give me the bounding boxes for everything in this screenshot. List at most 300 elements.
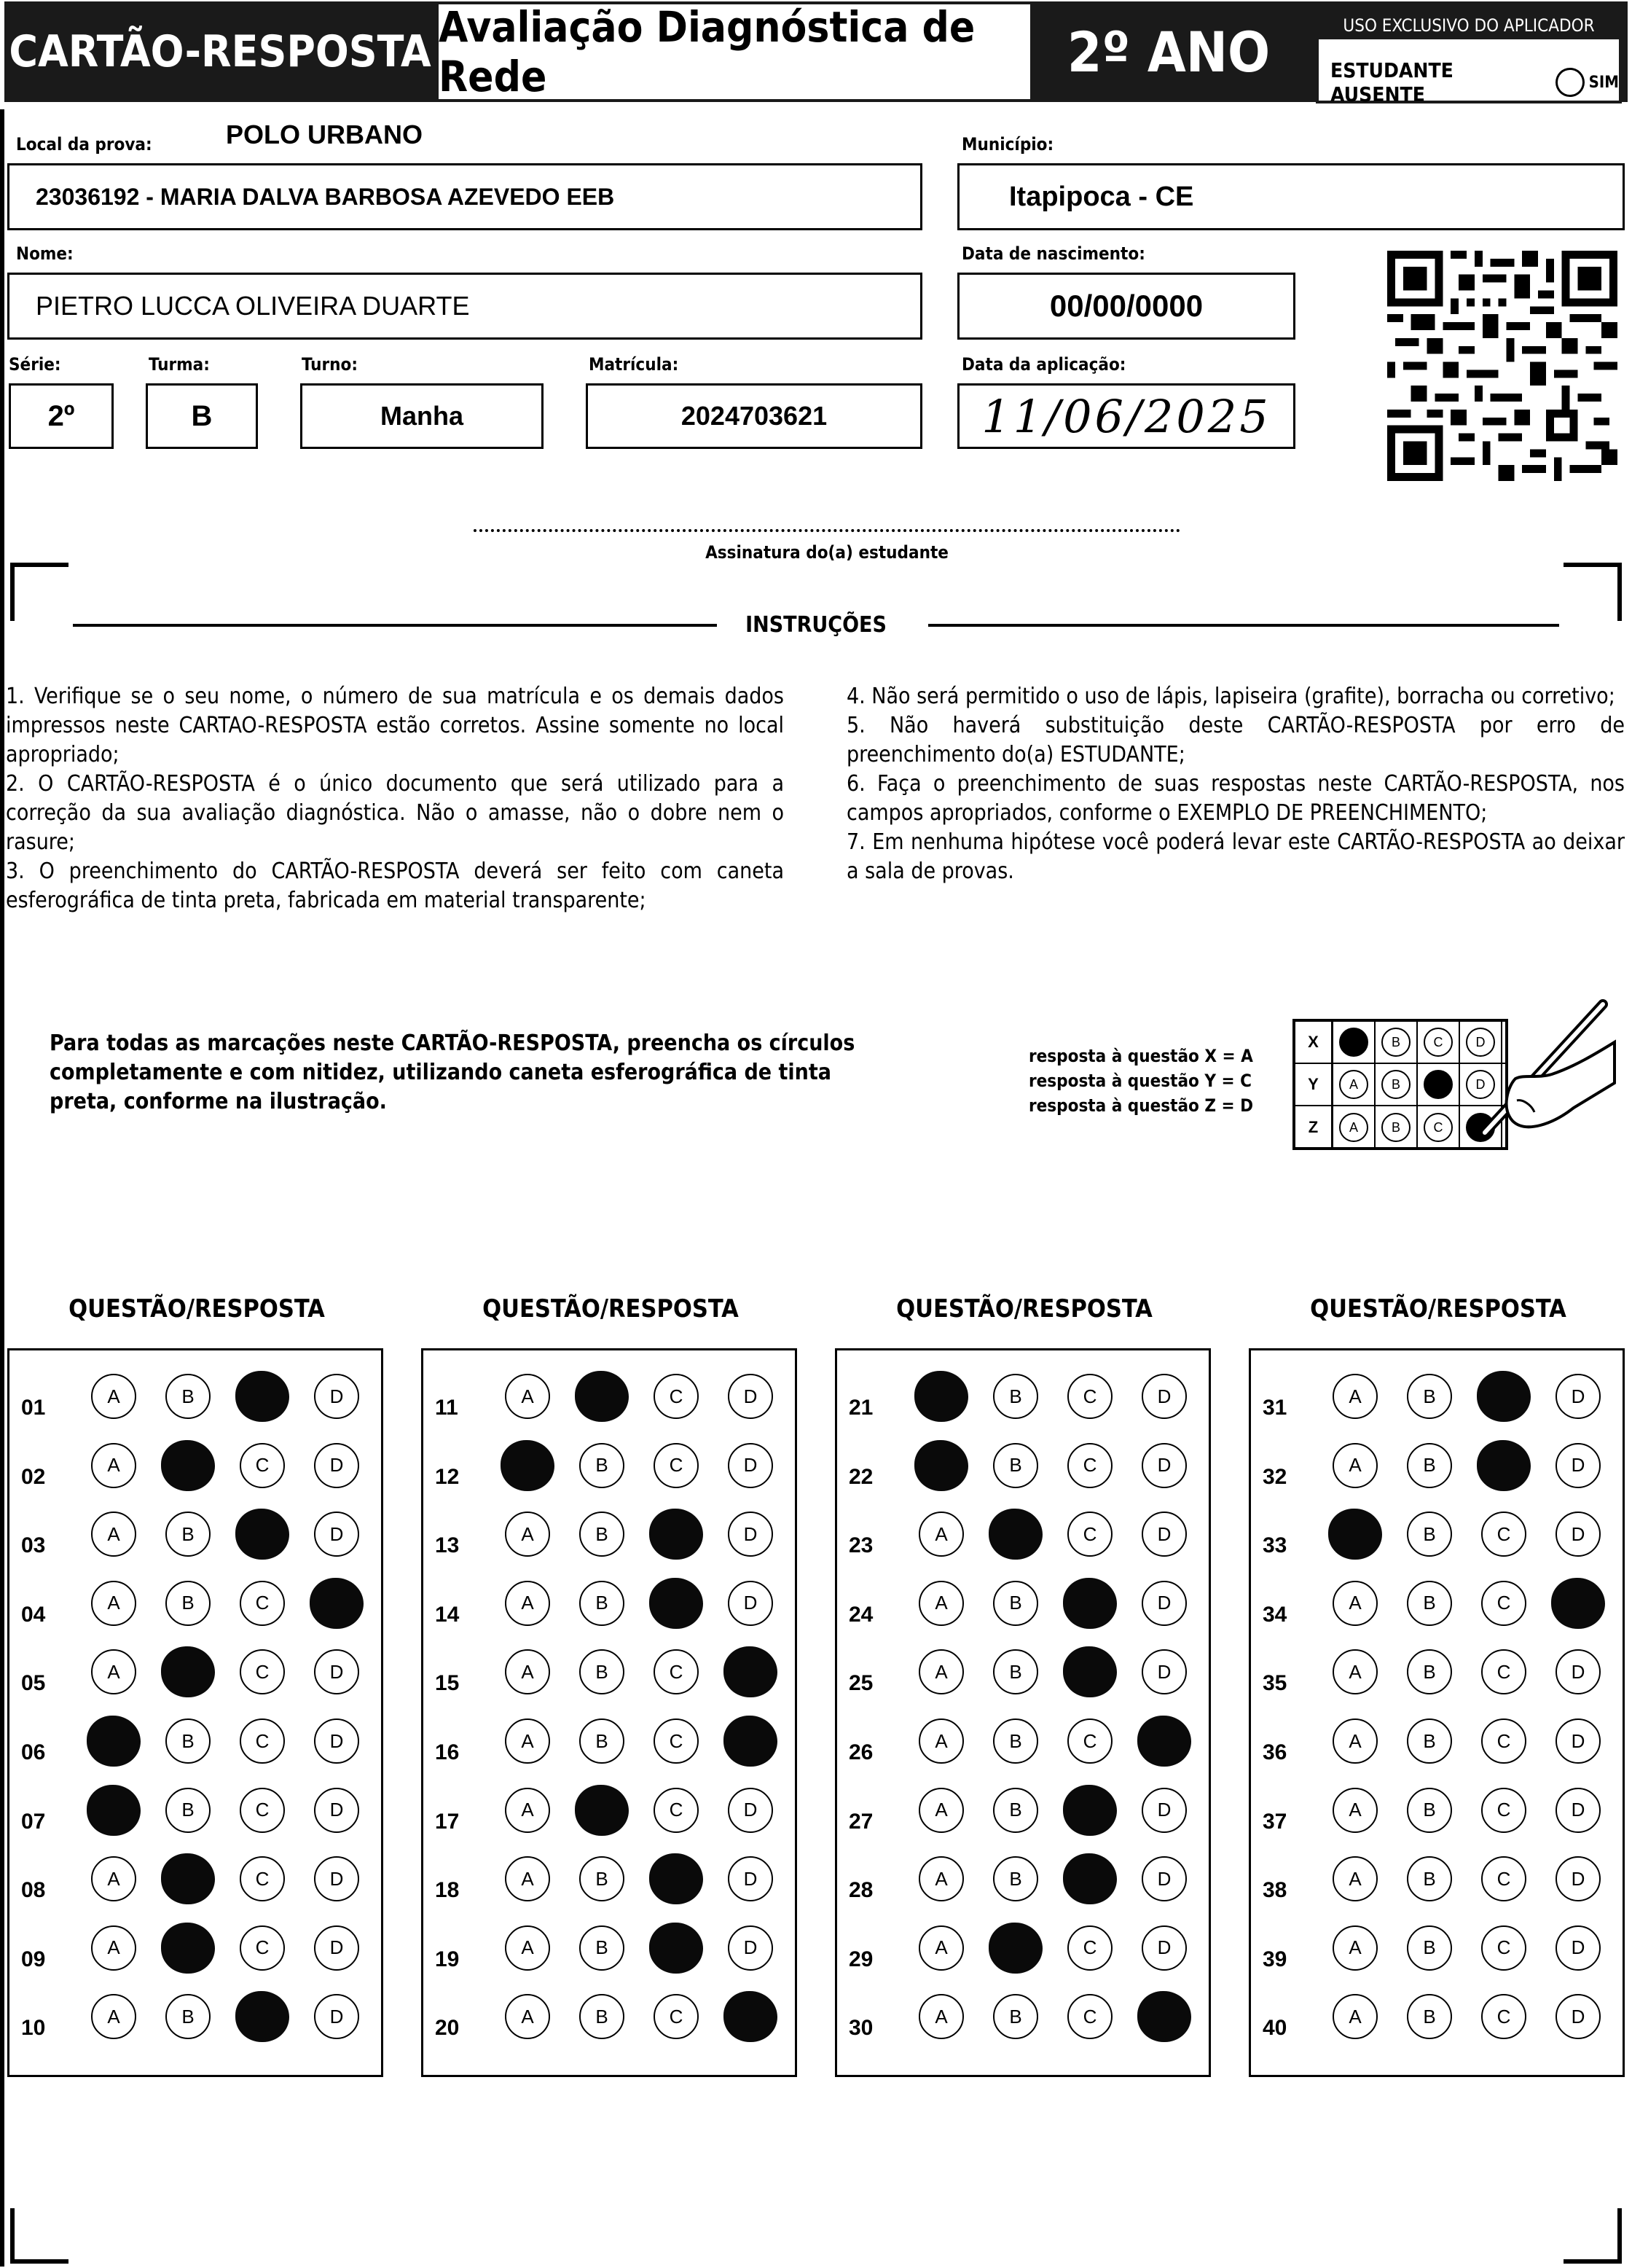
bubble-b[interactable]: B — [1407, 1788, 1452, 1833]
instructions-right: 4. Não será permitido o uso de lápis, lapiseira (grafite), borracha ou corretivo; 5. Não haverá substituição deste CARTÃO-RESPOSTA por erro de preenchimento do(a) ESTUDANTE; 6. Faça o preenchimento de suas respostas neste CARTÃO-RESPOSTA, nos campos apropriados, conforme o EXEMPLO DE PREENCHIMENTO; 7. Em nenhuma hipótese você poderá levar este CARTÃO-RESPOSTA ao deixar a sala de provas. — [847, 684, 1625, 884]
bubble-b[interactable]: B — [579, 1856, 624, 1901]
question-number: 24 — [849, 1602, 874, 1627]
question-number: 40 — [1263, 2016, 1287, 2041]
bubble-b[interactable]: B — [1407, 1581, 1452, 1626]
bubble-a[interactable]: A — [91, 1649, 136, 1694]
bubble-b[interactable]: B — [1407, 1649, 1452, 1694]
bubble-d[interactable]: D — [314, 1374, 359, 1419]
class-label: Turma: — [149, 354, 210, 375]
bubble-d[interactable]: D — [1556, 1512, 1601, 1557]
question-number: 16 — [435, 1740, 460, 1764]
bubble-d[interactable]: D — [1556, 1994, 1601, 2039]
bubble-b[interactable]: B — [993, 1856, 1038, 1901]
municipality-label: Município: — [962, 134, 1054, 155]
question-number: 19 — [435, 1947, 460, 1971]
application-date-label: Data da aplicação: — [962, 354, 1126, 375]
question-number: 03 — [21, 1533, 46, 1558]
birth-field — [957, 273, 1295, 340]
instructions-left: 1. Verifique se o seu nome, o número de sua matrícula e os demais dados impressos neste CARTAO-RESPOSTA estão corretos. Assine somente no local apropriado; 2. O CARTÃO-RESPOSTA é o único documento que será utilizado para a correção da sua avaliação diagnóstica. Não o amasse, não o dobre nem o rasure; 3. O preenchimento do CARTÃO-RESPOSTA deverá ser feito com caneta esferográfica de tinta preta, fabricada em material transparente; — [6, 684, 784, 913]
question-number: 11 — [435, 1396, 458, 1420]
bubble-d[interactable]: D — [314, 1512, 359, 1557]
bubble-c[interactable] — [1063, 1785, 1117, 1836]
bubble-d[interactable]: D — [1142, 1788, 1187, 1833]
bubble-d[interactable]: D — [1142, 1649, 1187, 1694]
example-cell — [1376, 1022, 1418, 1063]
bubble-d[interactable]: D — [314, 1443, 359, 1488]
bubble-d[interactable]: D — [1142, 1512, 1187, 1557]
bubble-d[interactable] — [310, 1578, 364, 1629]
question-number: 28 — [849, 1878, 874, 1903]
bubble-c[interactable]: C — [1481, 1925, 1526, 1971]
bubble-b[interactable]: B — [1407, 1856, 1452, 1901]
grade-field — [9, 383, 114, 449]
column-title: QUESTÃO/RESPOSTA — [896, 1294, 1153, 1323]
question-row — [423, 1788, 795, 1856]
bubble-c[interactable]: C — [240, 1856, 285, 1901]
question-row — [837, 1718, 1209, 1787]
bubble-c[interactable]: C — [1481, 1512, 1526, 1557]
question-number: 02 — [21, 1464, 46, 1489]
bubble-a[interactable]: A — [919, 1856, 964, 1901]
question-row — [423, 1374, 795, 1442]
bubble-a[interactable]: A — [91, 1443, 136, 1488]
question-row — [837, 1788, 1209, 1856]
example-cell — [1418, 1022, 1460, 1063]
bubble-c[interactable]: C — [1067, 1925, 1113, 1971]
bubble-c[interactable] — [649, 1923, 703, 1974]
question-row — [1251, 1374, 1623, 1442]
signature-label: Assinatura do(a) estudante — [705, 542, 949, 563]
question-number: 25 — [849, 1671, 874, 1696]
question-row — [837, 1994, 1209, 2062]
bubble-c[interactable]: C — [240, 1443, 285, 1488]
enrollment-field — [586, 383, 922, 449]
bubble-b[interactable] — [575, 1785, 629, 1836]
bubble-b[interactable] — [575, 1371, 629, 1422]
example-bubble-c — [1424, 1070, 1453, 1099]
bubble-a[interactable]: A — [91, 1994, 136, 2039]
example-cell — [1333, 1106, 1376, 1149]
bubble-b[interactable]: B — [165, 1994, 211, 2039]
question-number: 04 — [21, 1602, 46, 1627]
bubble-b[interactable]: B — [993, 1994, 1038, 2039]
question-row — [1251, 1649, 1623, 1718]
bubble-d[interactable]: D — [314, 1994, 359, 2039]
bubble-c[interactable] — [1477, 1371, 1531, 1422]
bubble-c[interactable]: C — [654, 1788, 699, 1833]
bubble-a[interactable] — [87, 1785, 141, 1836]
bubble-a[interactable]: A — [91, 1581, 136, 1626]
question-row — [423, 1512, 795, 1580]
bubble-c[interactable] — [1063, 1578, 1117, 1629]
question-number: 29 — [849, 1947, 874, 1971]
question-number: 13 — [435, 1533, 460, 1558]
bubble-d[interactable] — [1137, 1716, 1191, 1767]
bubble-a[interactable]: A — [919, 1512, 964, 1557]
bubble-c[interactable]: C — [1067, 1512, 1113, 1557]
bubble-c[interactable] — [649, 1509, 703, 1560]
bubble-a[interactable] — [914, 1371, 968, 1422]
bubble-d[interactable]: D — [728, 1925, 773, 1971]
application-date-value: 11/06/2025 — [981, 389, 1271, 443]
question-number: 14 — [435, 1602, 460, 1627]
bubble-a[interactable] — [87, 1716, 141, 1767]
bubble-c[interactable]: C — [1481, 1788, 1526, 1833]
question-row — [423, 1718, 795, 1787]
bubble-a[interactable]: A — [505, 1856, 550, 1901]
question-row — [423, 1443, 795, 1512]
class-field — [146, 383, 258, 449]
question-row — [837, 1443, 1209, 1512]
bubble-c[interactable] — [1063, 1646, 1117, 1697]
name-value: PIETRO LUCCA OLIVEIRA DUARTE — [36, 291, 470, 321]
bubble-c[interactable] — [235, 1371, 289, 1422]
bubble-d[interactable]: D — [314, 1788, 359, 1833]
instructions-rule-right — [928, 624, 1559, 627]
question-number: 32 — [1263, 1464, 1287, 1489]
question-row — [9, 1788, 381, 1856]
bubble-a[interactable]: A — [91, 1512, 136, 1557]
bubble-a[interactable]: A — [505, 1374, 550, 1419]
question-row — [1251, 1512, 1623, 1580]
bubble-a[interactable]: A — [919, 1649, 964, 1694]
card-title: CARTÃO-RESPOSTA — [4, 1, 436, 102]
bubble-b[interactable]: B — [165, 1581, 211, 1626]
bubble-c[interactable]: C — [1067, 1994, 1113, 2039]
bubble-d[interactable]: D — [314, 1718, 359, 1764]
example-question-label: Z — [1295, 1106, 1333, 1149]
example-cell — [1333, 1022, 1376, 1063]
bubble-a[interactable]: A — [91, 1374, 136, 1419]
example-bubble-d: D — [1466, 1070, 1495, 1099]
question-row — [837, 1856, 1209, 1925]
bubble-d[interactable]: D — [1556, 1856, 1601, 1901]
bubble-d[interactable]: D — [1142, 1856, 1187, 1901]
question-row — [9, 1925, 381, 1994]
question-row — [9, 1374, 381, 1442]
question-number: 33 — [1263, 1533, 1287, 1558]
bubble-b[interactable]: B — [1407, 1718, 1452, 1764]
question-row — [423, 1649, 795, 1718]
municipality-value: Itapipoca - CE — [1009, 181, 1194, 212]
question-row — [1251, 1925, 1623, 1994]
example-bubble-b: B — [1381, 1028, 1411, 1057]
bubble-b[interactable]: B — [165, 1718, 211, 1764]
hand-pen-icon — [1464, 998, 1617, 1166]
question-number: 31 — [1263, 1396, 1287, 1420]
question-number: 01 — [21, 1396, 46, 1420]
bubble-d[interactable]: D — [728, 1374, 773, 1419]
bubble-a[interactable]: A — [1333, 1374, 1378, 1419]
bubble-a[interactable]: A — [919, 1581, 964, 1626]
bubble-a[interactable]: A — [1333, 1718, 1378, 1764]
column-title: QUESTÃO/RESPOSTA — [482, 1294, 739, 1323]
question-row — [423, 1581, 795, 1649]
bubble-a[interactable]: A — [1333, 1788, 1378, 1833]
bubble-d[interactable] — [723, 1646, 777, 1697]
exam-location-label: Local da prova: — [16, 134, 152, 155]
answer-column — [835, 1348, 1211, 2077]
bubble-a[interactable]: A — [505, 1718, 550, 1764]
bubble-d[interactable]: D — [1556, 1718, 1601, 1764]
shift-field — [300, 383, 544, 449]
legend-x: resposta à questão X = A — [1029, 1046, 1253, 1066]
bubble-b[interactable]: B — [579, 1718, 624, 1764]
bubble-a[interactable]: A — [505, 1994, 550, 2039]
question-row — [423, 1925, 795, 1994]
bubble-a[interactable]: A — [505, 1788, 550, 1833]
bubble-b[interactable]: B — [1407, 1925, 1452, 1971]
bubble-b[interactable]: B — [993, 1581, 1038, 1626]
example-question-label: Y — [1295, 1064, 1333, 1105]
question-row — [837, 1925, 1209, 1994]
bubble-c[interactable] — [1477, 1440, 1531, 1491]
bubble-d[interactable]: D — [1142, 1581, 1187, 1626]
bubble-b[interactable]: B — [579, 1443, 624, 1488]
question-number: 36 — [1263, 1740, 1287, 1764]
bubble-a[interactable]: A — [505, 1581, 550, 1626]
bubble-c[interactable]: C — [1481, 1649, 1526, 1694]
question-number: 08 — [21, 1878, 46, 1903]
bubble-a[interactable]: A — [919, 1994, 964, 2039]
question-row — [9, 1994, 381, 2062]
question-number: 06 — [21, 1740, 46, 1764]
bubble-d[interactable] — [723, 1716, 777, 1767]
question-row — [9, 1512, 381, 1580]
bubble-a[interactable]: A — [91, 1925, 136, 1971]
instructions-title: INSTRUÇÕES — [745, 612, 887, 638]
bubble-c[interactable] — [1063, 1853, 1117, 1904]
bubble-d[interactable]: D — [728, 1581, 773, 1626]
school-field — [7, 163, 922, 230]
bubble-b[interactable]: B — [579, 1649, 624, 1694]
exam-title: Avaliação Diagnóstica de Rede — [436, 1, 1033, 102]
absent-bubble[interactable] — [1556, 68, 1585, 97]
question-number: 34 — [1263, 1602, 1287, 1627]
bubble-c[interactable] — [649, 1578, 703, 1629]
shift-value: Manha — [380, 401, 463, 431]
answer-column — [1249, 1348, 1625, 2077]
bubble-a[interactable]: A — [91, 1856, 136, 1901]
bubble-c[interactable]: C — [1481, 1994, 1526, 2039]
bubble-d[interactable]: D — [1142, 1443, 1187, 1488]
question-number: 05 — [21, 1671, 46, 1696]
bubble-c[interactable]: C — [240, 1925, 285, 1971]
bubble-d[interactable]: D — [314, 1925, 359, 1971]
bubble-b[interactable] — [161, 1440, 215, 1491]
question-number: 30 — [849, 2016, 874, 2041]
bubble-a[interactable]: A — [505, 1649, 550, 1694]
question-row — [9, 1856, 381, 1925]
bubble-b[interactable]: B — [579, 1994, 624, 2039]
question-number: 17 — [435, 1809, 460, 1834]
bubble-a[interactable]: A — [505, 1925, 550, 1971]
bubble-b[interactable]: B — [579, 1512, 624, 1557]
bubble-b[interactable] — [161, 1853, 215, 1904]
municipality-field — [957, 163, 1625, 230]
bubble-b[interactable] — [161, 1646, 215, 1697]
question-row — [9, 1443, 381, 1512]
bubble-c[interactable]: C — [654, 1718, 699, 1764]
absent-yes-label: SIM — [1588, 73, 1619, 92]
shift-label: Turno: — [302, 354, 358, 375]
grade-value: 2º — [47, 399, 75, 432]
bubble-a[interactable]: A — [1333, 1856, 1378, 1901]
bubble-d[interactable]: D — [314, 1649, 359, 1694]
bubble-b[interactable]: B — [579, 1581, 624, 1626]
absent-option[interactable] — [1330, 58, 1619, 106]
bubble-a[interactable]: A — [505, 1512, 550, 1557]
bubble-b[interactable]: B — [993, 1788, 1038, 1833]
bubble-c[interactable] — [235, 1991, 289, 2042]
example-cell — [1333, 1064, 1376, 1105]
bubble-b[interactable]: B — [165, 1512, 211, 1557]
bubble-c[interactable]: C — [654, 1649, 699, 1694]
bubble-c[interactable]: C — [654, 1443, 699, 1488]
question-row — [837, 1649, 1209, 1718]
question-number: 39 — [1263, 1947, 1287, 1971]
bubble-b[interactable]: B — [1407, 1443, 1452, 1488]
question-row — [837, 1374, 1209, 1442]
corner-bottom-right — [1564, 2208, 1622, 2264]
question-number: 21 — [849, 1396, 874, 1420]
absent-label: ESTUDANTE AUSENTE — [1330, 58, 1454, 106]
example-bubble-c: C — [1424, 1113, 1453, 1142]
bubble-d[interactable]: D — [314, 1856, 359, 1901]
bubble-d[interactable]: D — [728, 1512, 773, 1557]
bubble-b[interactable]: B — [579, 1925, 624, 1971]
bubble-d[interactable]: D — [1142, 1374, 1187, 1419]
question-row — [9, 1581, 381, 1649]
bubble-c[interactable] — [235, 1509, 289, 1560]
question-row — [1251, 1443, 1623, 1512]
bubble-d[interactable] — [1137, 1991, 1191, 2042]
example-bubble-c: C — [1424, 1028, 1453, 1057]
bubble-c[interactable]: C — [240, 1788, 285, 1833]
legend-z: resposta à questão Z = D — [1029, 1095, 1254, 1116]
bubble-b[interactable]: B — [165, 1374, 211, 1419]
example-bubble-d: D — [1466, 1028, 1495, 1057]
bubble-b[interactable]: B — [993, 1649, 1038, 1694]
example-cell — [1418, 1064, 1460, 1105]
grade-label: Série: — [9, 354, 61, 375]
question-row — [423, 1994, 795, 2062]
bubble-a[interactable]: A — [919, 1788, 964, 1833]
bubble-c[interactable]: C — [240, 1649, 285, 1694]
bubble-a[interactable]: A — [1333, 1581, 1378, 1626]
qr-code — [1387, 251, 1617, 481]
grade-title: 2º ANO — [1033, 1, 1304, 102]
applicator-title: USO EXCLUSIVO DO APLICADOR — [1319, 12, 1619, 39]
bubble-c[interactable]: C — [1067, 1374, 1113, 1419]
question-row — [1251, 1856, 1623, 1925]
bubble-c[interactable]: C — [654, 1994, 699, 2039]
example-bubble-a — [1339, 1028, 1368, 1057]
question-number: 27 — [849, 1809, 874, 1834]
bubble-b[interactable] — [161, 1923, 215, 1974]
bubble-c[interactable]: C — [1481, 1581, 1526, 1626]
bubble-d[interactable]: D — [1556, 1788, 1601, 1833]
question-number: 20 — [435, 2016, 460, 2041]
example-cell — [1376, 1064, 1418, 1105]
name-field — [7, 273, 922, 340]
bubble-b[interactable]: B — [1407, 1512, 1452, 1557]
bubble-a[interactable] — [501, 1440, 554, 1491]
bubble-a[interactable] — [1328, 1509, 1382, 1560]
bubble-c[interactable]: C — [1481, 1718, 1526, 1764]
bubble-c[interactable]: C — [1067, 1718, 1113, 1764]
bubble-a[interactable]: A — [1333, 1994, 1378, 2039]
bubble-a[interactable]: A — [1333, 1649, 1378, 1694]
bubble-d[interactable]: D — [1556, 1374, 1601, 1419]
bubble-d[interactable]: D — [728, 1443, 773, 1488]
bubble-b[interactable]: B — [165, 1788, 211, 1833]
bubble-b[interactable]: B — [993, 1443, 1038, 1488]
question-number: 37 — [1263, 1809, 1287, 1834]
bubble-b[interactable]: B — [993, 1374, 1038, 1419]
bubble-c[interactable] — [649, 1853, 703, 1904]
question-row — [9, 1649, 381, 1718]
question-row — [1251, 1788, 1623, 1856]
school-value: 23036192 - MARIA DALVA BARBOSA AZEVEDO EEB — [36, 183, 615, 210]
bubble-d[interactable]: D — [1556, 1443, 1601, 1488]
bubble-d[interactable]: D — [1556, 1649, 1601, 1694]
example-bubble-a: A — [1339, 1113, 1368, 1142]
question-row — [1251, 1994, 1623, 2062]
bubble-d[interactable] — [1551, 1578, 1605, 1629]
bubble-a[interactable] — [914, 1440, 968, 1491]
bubble-a[interactable]: A — [919, 1925, 964, 1971]
column-title: QUESTÃO/RESPOSTA — [68, 1294, 325, 1323]
bubble-b[interactable]: B — [1407, 1994, 1452, 2039]
bubble-c[interactable]: C — [240, 1718, 285, 1764]
bubble-d[interactable] — [723, 1991, 777, 2042]
bubble-c[interactable]: C — [1481, 1856, 1526, 1901]
bubble-b[interactable] — [989, 1923, 1043, 1974]
question-number: 23 — [849, 1533, 874, 1558]
bubble-c[interactable]: C — [1067, 1443, 1113, 1488]
question-row — [1251, 1718, 1623, 1787]
question-row — [423, 1856, 795, 1925]
birth-label: Data de nascimento: — [962, 243, 1145, 264]
column-title: QUESTÃO/RESPOSTA — [1310, 1294, 1566, 1323]
bubble-b[interactable] — [989, 1509, 1043, 1560]
bubble-d[interactable]: D — [1142, 1925, 1187, 1971]
bubble-a[interactable]: A — [1333, 1925, 1378, 1971]
question-number: 22 — [849, 1464, 874, 1489]
question-row — [1251, 1581, 1623, 1649]
bubble-c[interactable]: C — [654, 1374, 699, 1419]
bubble-d[interactable]: D — [728, 1856, 773, 1901]
question-number: 18 — [435, 1878, 460, 1903]
bubble-c[interactable]: C — [240, 1581, 285, 1626]
bubble-d[interactable]: D — [1556, 1925, 1601, 1971]
question-row — [837, 1512, 1209, 1580]
application-date-field — [957, 383, 1295, 449]
bubble-a[interactable]: A — [1333, 1443, 1378, 1488]
bubble-b[interactable]: B — [1407, 1374, 1452, 1419]
question-number: 35 — [1263, 1671, 1287, 1696]
bubble-a[interactable]: A — [919, 1718, 964, 1764]
example-cell — [1418, 1106, 1460, 1149]
example-bubble-a: A — [1339, 1070, 1368, 1099]
bubble-b[interactable]: B — [993, 1718, 1038, 1764]
question-number: 12 — [435, 1464, 460, 1489]
bubble-d[interactable]: D — [728, 1788, 773, 1833]
answer-column — [421, 1348, 797, 2077]
example-bubble-b: B — [1381, 1113, 1411, 1142]
signature-line[interactable] — [474, 529, 1180, 532]
